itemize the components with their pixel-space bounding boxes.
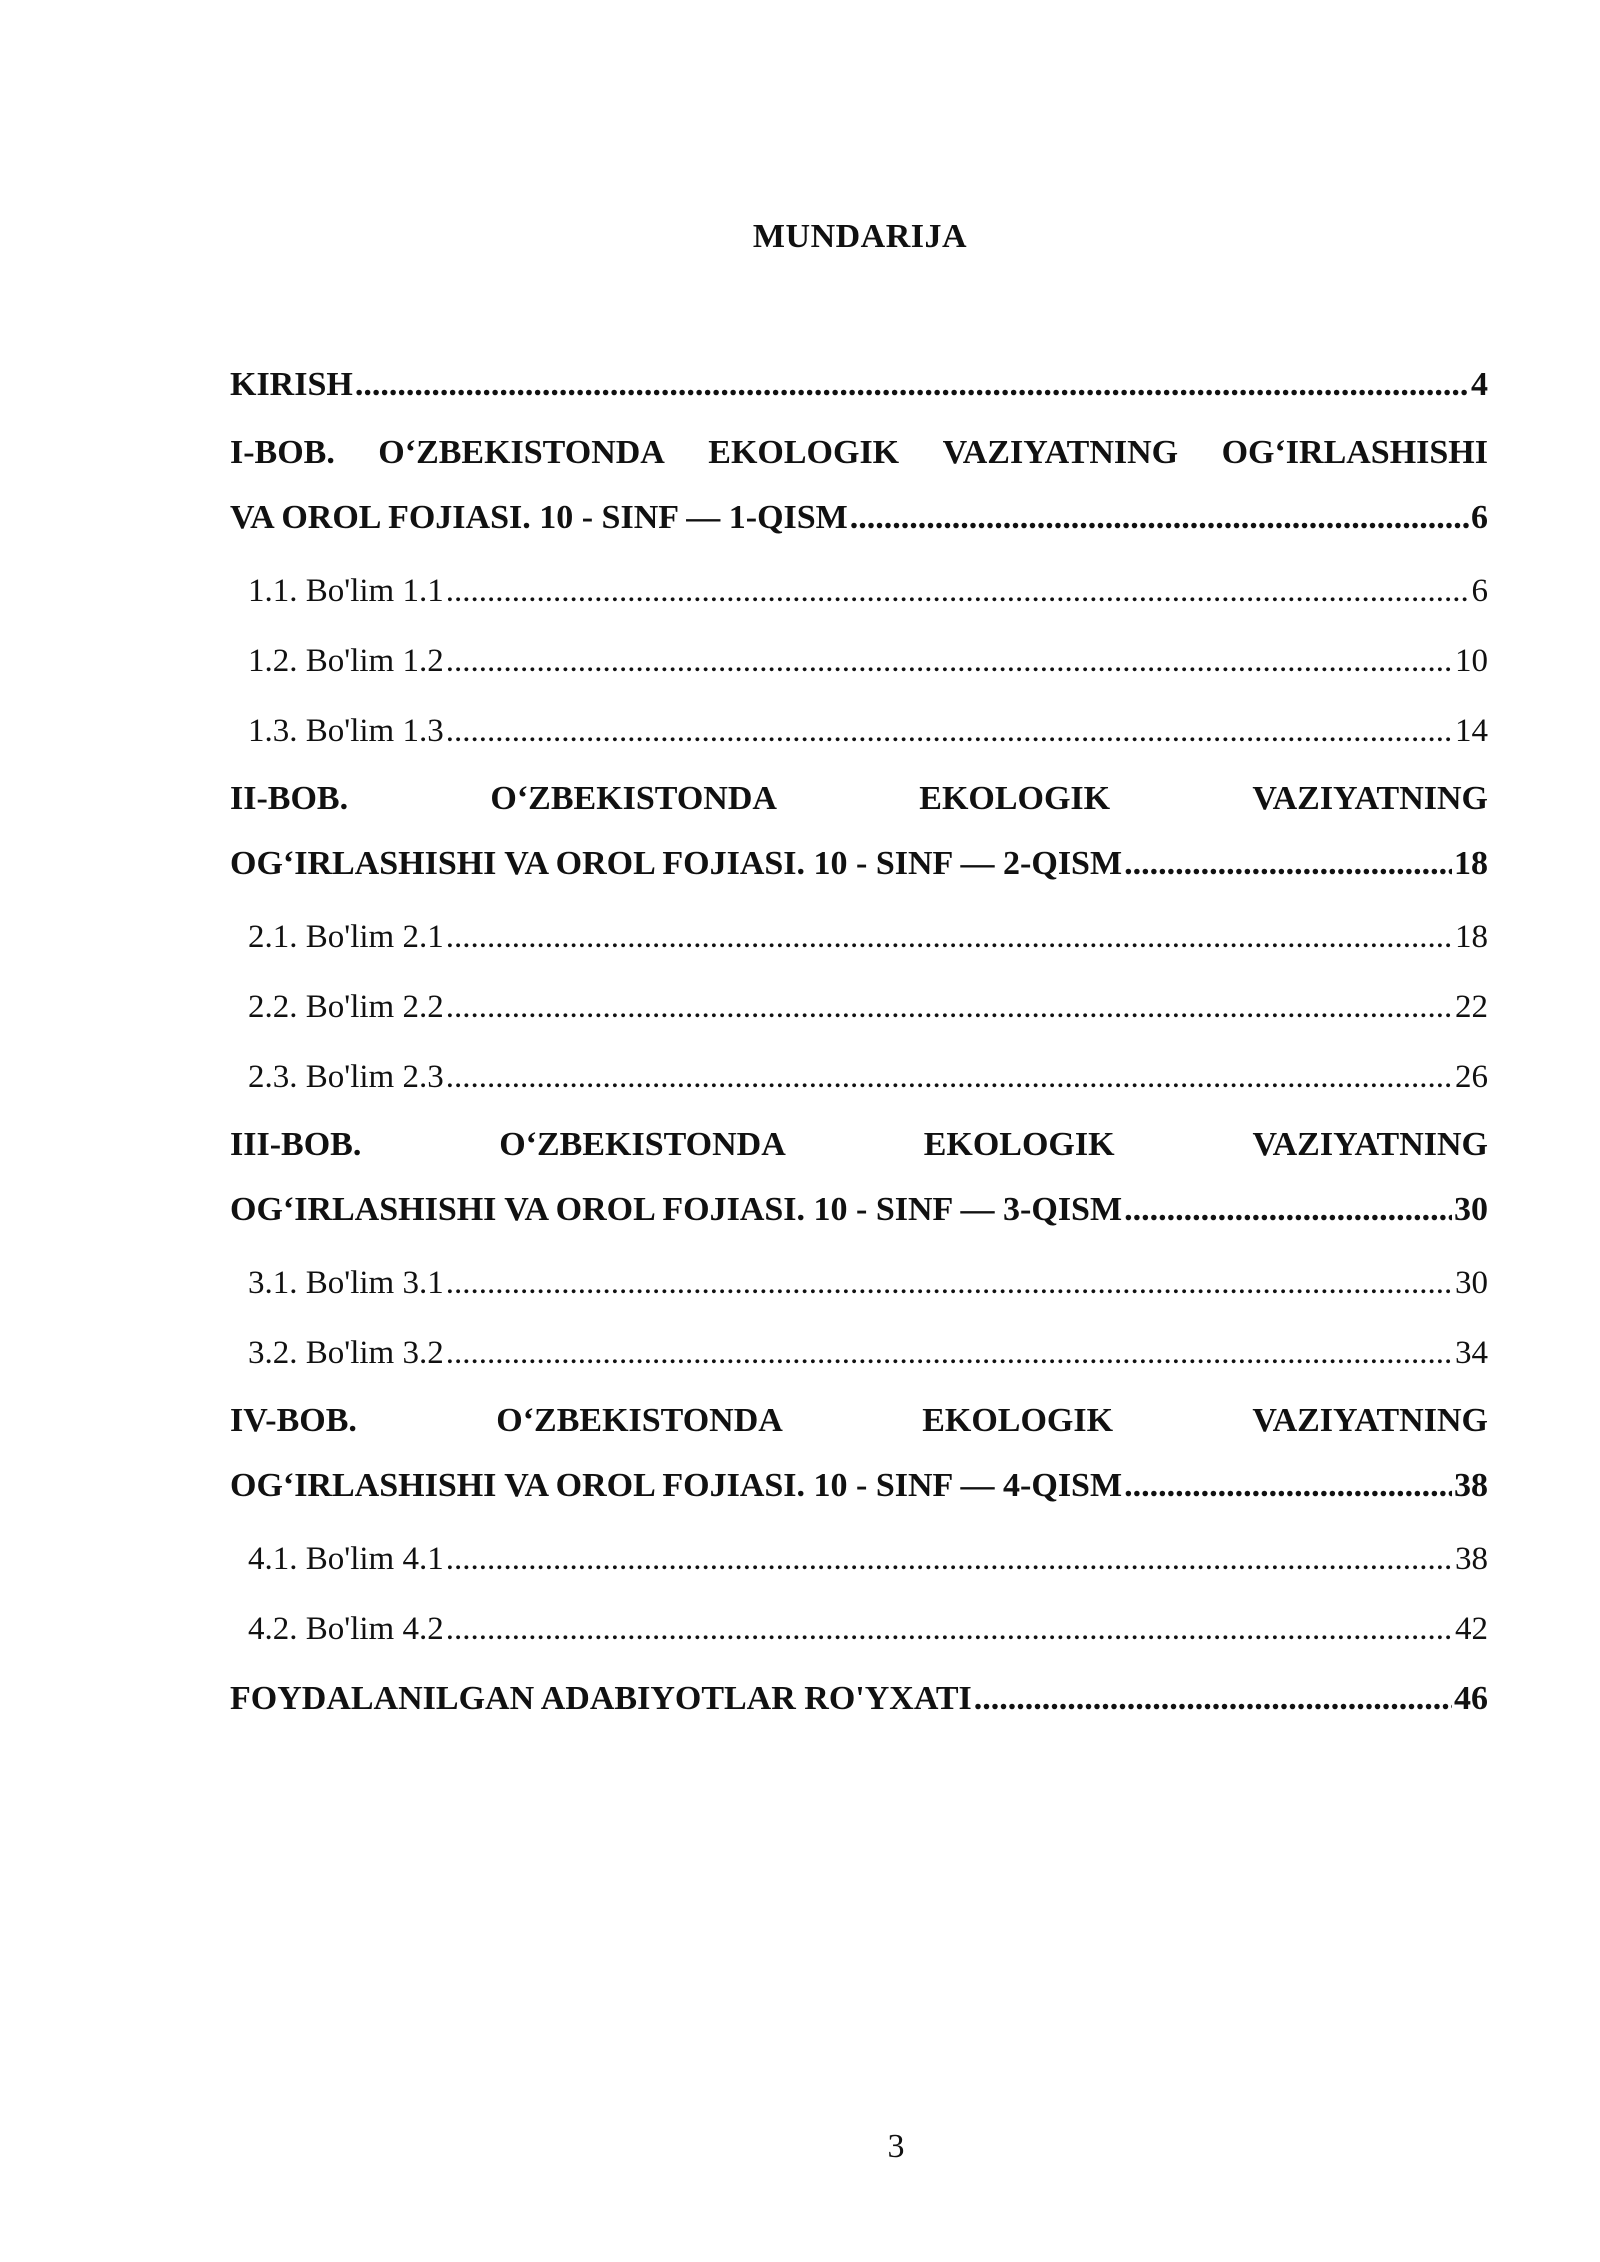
toc-page-number: 30 <box>1454 1191 1488 1228</box>
toc-chapter-3-continuation[interactable] <box>230 1178 1488 1248</box>
toc-chapter-4-heading[interactable] <box>230 1388 1488 1454</box>
dot-leader <box>974 1664 1452 1734</box>
toc-page-number: 38 <box>1455 1541 1488 1577</box>
toc-section-2-1[interactable] <box>230 902 1488 972</box>
toc-chapter-1-continuation[interactable] <box>230 486 1488 556</box>
toc-chapter-2-continuation[interactable] <box>230 832 1488 902</box>
toc-entry-kirish[interactable] <box>230 350 1488 420</box>
chapter-word: OG‘IRLASHISHI <box>1221 434 1488 471</box>
chapter-word: VAZIYATNING <box>942 434 1179 471</box>
toc-entry-label: OG‘IRLASHISHI VA OROL FOJIASI. 10 - SINF — 3-QISM <box>230 1191 1123 1228</box>
toc-page-number: 18 <box>1455 919 1488 955</box>
toc-entry-label: 4.2. Bo'lim 4.2 <box>248 1611 444 1647</box>
toc-section-1-3[interactable] <box>230 696 1488 766</box>
dot-leader <box>446 1248 1453 1318</box>
chapter-word: EKOLOGIK <box>922 1402 1114 1439</box>
toc-chapter-1-heading[interactable] <box>230 420 1488 486</box>
dot-leader <box>446 1524 1453 1594</box>
toc-page-number: 30 <box>1455 1265 1488 1301</box>
toc-page-number: 4 <box>1471 366 1488 403</box>
toc-section-1-1[interactable] <box>230 556 1488 626</box>
toc-section-3-1[interactable] <box>230 1248 1488 1318</box>
dot-leader <box>1124 1454 1452 1518</box>
toc-entry-label: 2.1. Bo'lim 2.1 <box>248 919 444 955</box>
toc-entry-label: 3.2. Bo'lim 3.2 <box>248 1335 444 1371</box>
chapter-word: O‘ZBEKISTONDA <box>496 1402 783 1439</box>
dot-leader <box>850 486 1469 550</box>
chapter-word: O‘ZBEKISTONDA <box>490 780 777 817</box>
chapter-word: O‘ZBEKISTONDA <box>378 434 665 471</box>
toc-chapter-4-continuation[interactable] <box>230 1454 1488 1524</box>
toc-entry-label: 4.1. Bo'lim 4.1 <box>248 1541 444 1577</box>
toc-entry-label: 1.1. Bo'lim 1.1 <box>248 573 444 609</box>
toc-page-number: 14 <box>1455 713 1488 749</box>
toc-chapter-3-heading[interactable] <box>230 1112 1488 1178</box>
toc-entry-label: FOYDALANILGAN ADABIYOTLAR RO'YXATI <box>230 1680 972 1717</box>
chapter-word: EKOLOGIK <box>923 1126 1115 1163</box>
chapter-word: II-BOB. <box>230 780 349 817</box>
dot-leader <box>446 626 1453 696</box>
toc-page-number: 42 <box>1455 1611 1488 1647</box>
dot-leader <box>446 1042 1453 1112</box>
toc-section-4-2[interactable] <box>230 1594 1488 1664</box>
toc-entry-label: 2.2. Bo'lim 2.2 <box>248 989 444 1025</box>
toc-page-number: 22 <box>1455 989 1488 1025</box>
toc-entry-references[interactable] <box>230 1664 1488 1734</box>
chapter-word: EKOLOGIK <box>708 434 900 471</box>
toc-entry-label: OG‘IRLASHISHI VA OROL FOJIASI. 10 - SINF — 2-QISM <box>230 845 1123 882</box>
chapter-word: VAZIYATNING <box>1252 780 1488 817</box>
toc-entry-label: KIRISH <box>230 366 353 403</box>
toc-entry-label: OG‘IRLASHISHI VA OROL FOJIASI. 10 - SINF — 4-QISM <box>230 1467 1123 1504</box>
toc-page-number: 26 <box>1455 1059 1488 1095</box>
chapter-word: IV-BOB. <box>230 1402 357 1439</box>
toc-chapter-2-heading[interactable] <box>230 766 1488 832</box>
toc-entry-label: 1.3. Bo'lim 1.3 <box>248 713 444 749</box>
chapter-word: O‘ZBEKISTONDA <box>499 1126 786 1163</box>
toc-entry-label: 2.3. Bo'lim 2.3 <box>248 1059 444 1095</box>
toc-section-1-2[interactable] <box>230 626 1488 696</box>
table-of-contents <box>230 350 1488 1734</box>
toc-entry-label: 3.1. Bo'lim 3.1 <box>248 1265 444 1301</box>
toc-page-number: 18 <box>1454 845 1488 882</box>
chapter-word: VAZIYATNING <box>1252 1126 1488 1163</box>
toc-page-number: 6 <box>1471 573 1488 609</box>
toc-entry-label: 1.2. Bo'lim 1.2 <box>248 643 444 679</box>
dot-leader <box>446 696 1453 766</box>
dot-leader <box>446 1594 1453 1664</box>
dot-leader <box>1124 1178 1452 1242</box>
chapter-word: I-BOB. <box>230 434 335 471</box>
dot-leader <box>1124 832 1452 896</box>
chapter-word: III-BOB. <box>230 1126 362 1163</box>
page-title: MUNDARIJA <box>752 218 968 255</box>
dot-leader <box>446 972 1453 1042</box>
toc-page-number: 34 <box>1455 1335 1488 1371</box>
dot-leader <box>355 350 1469 420</box>
chapter-word: EKOLOGIK <box>919 780 1111 817</box>
toc-section-2-3[interactable] <box>230 1042 1488 1112</box>
toc-section-3-2[interactable] <box>230 1318 1488 1388</box>
toc-page-number: 38 <box>1454 1467 1488 1504</box>
chapter-word: VAZIYATNING <box>1252 1402 1488 1439</box>
toc-section-4-1[interactable] <box>230 1524 1488 1594</box>
toc-page-number: 46 <box>1454 1680 1488 1717</box>
dot-leader <box>446 902 1453 972</box>
dot-leader <box>446 556 1470 626</box>
toc-section-2-2[interactable] <box>230 972 1488 1042</box>
toc-entry-label: VA OROL FOJIASI. 10 - SINF — 1-QISM <box>230 499 848 536</box>
page-footer-number: 3 <box>887 2128 905 2165</box>
toc-page-number: 6 <box>1471 499 1488 536</box>
dot-leader <box>446 1318 1453 1388</box>
toc-page-number: 10 <box>1455 643 1488 679</box>
